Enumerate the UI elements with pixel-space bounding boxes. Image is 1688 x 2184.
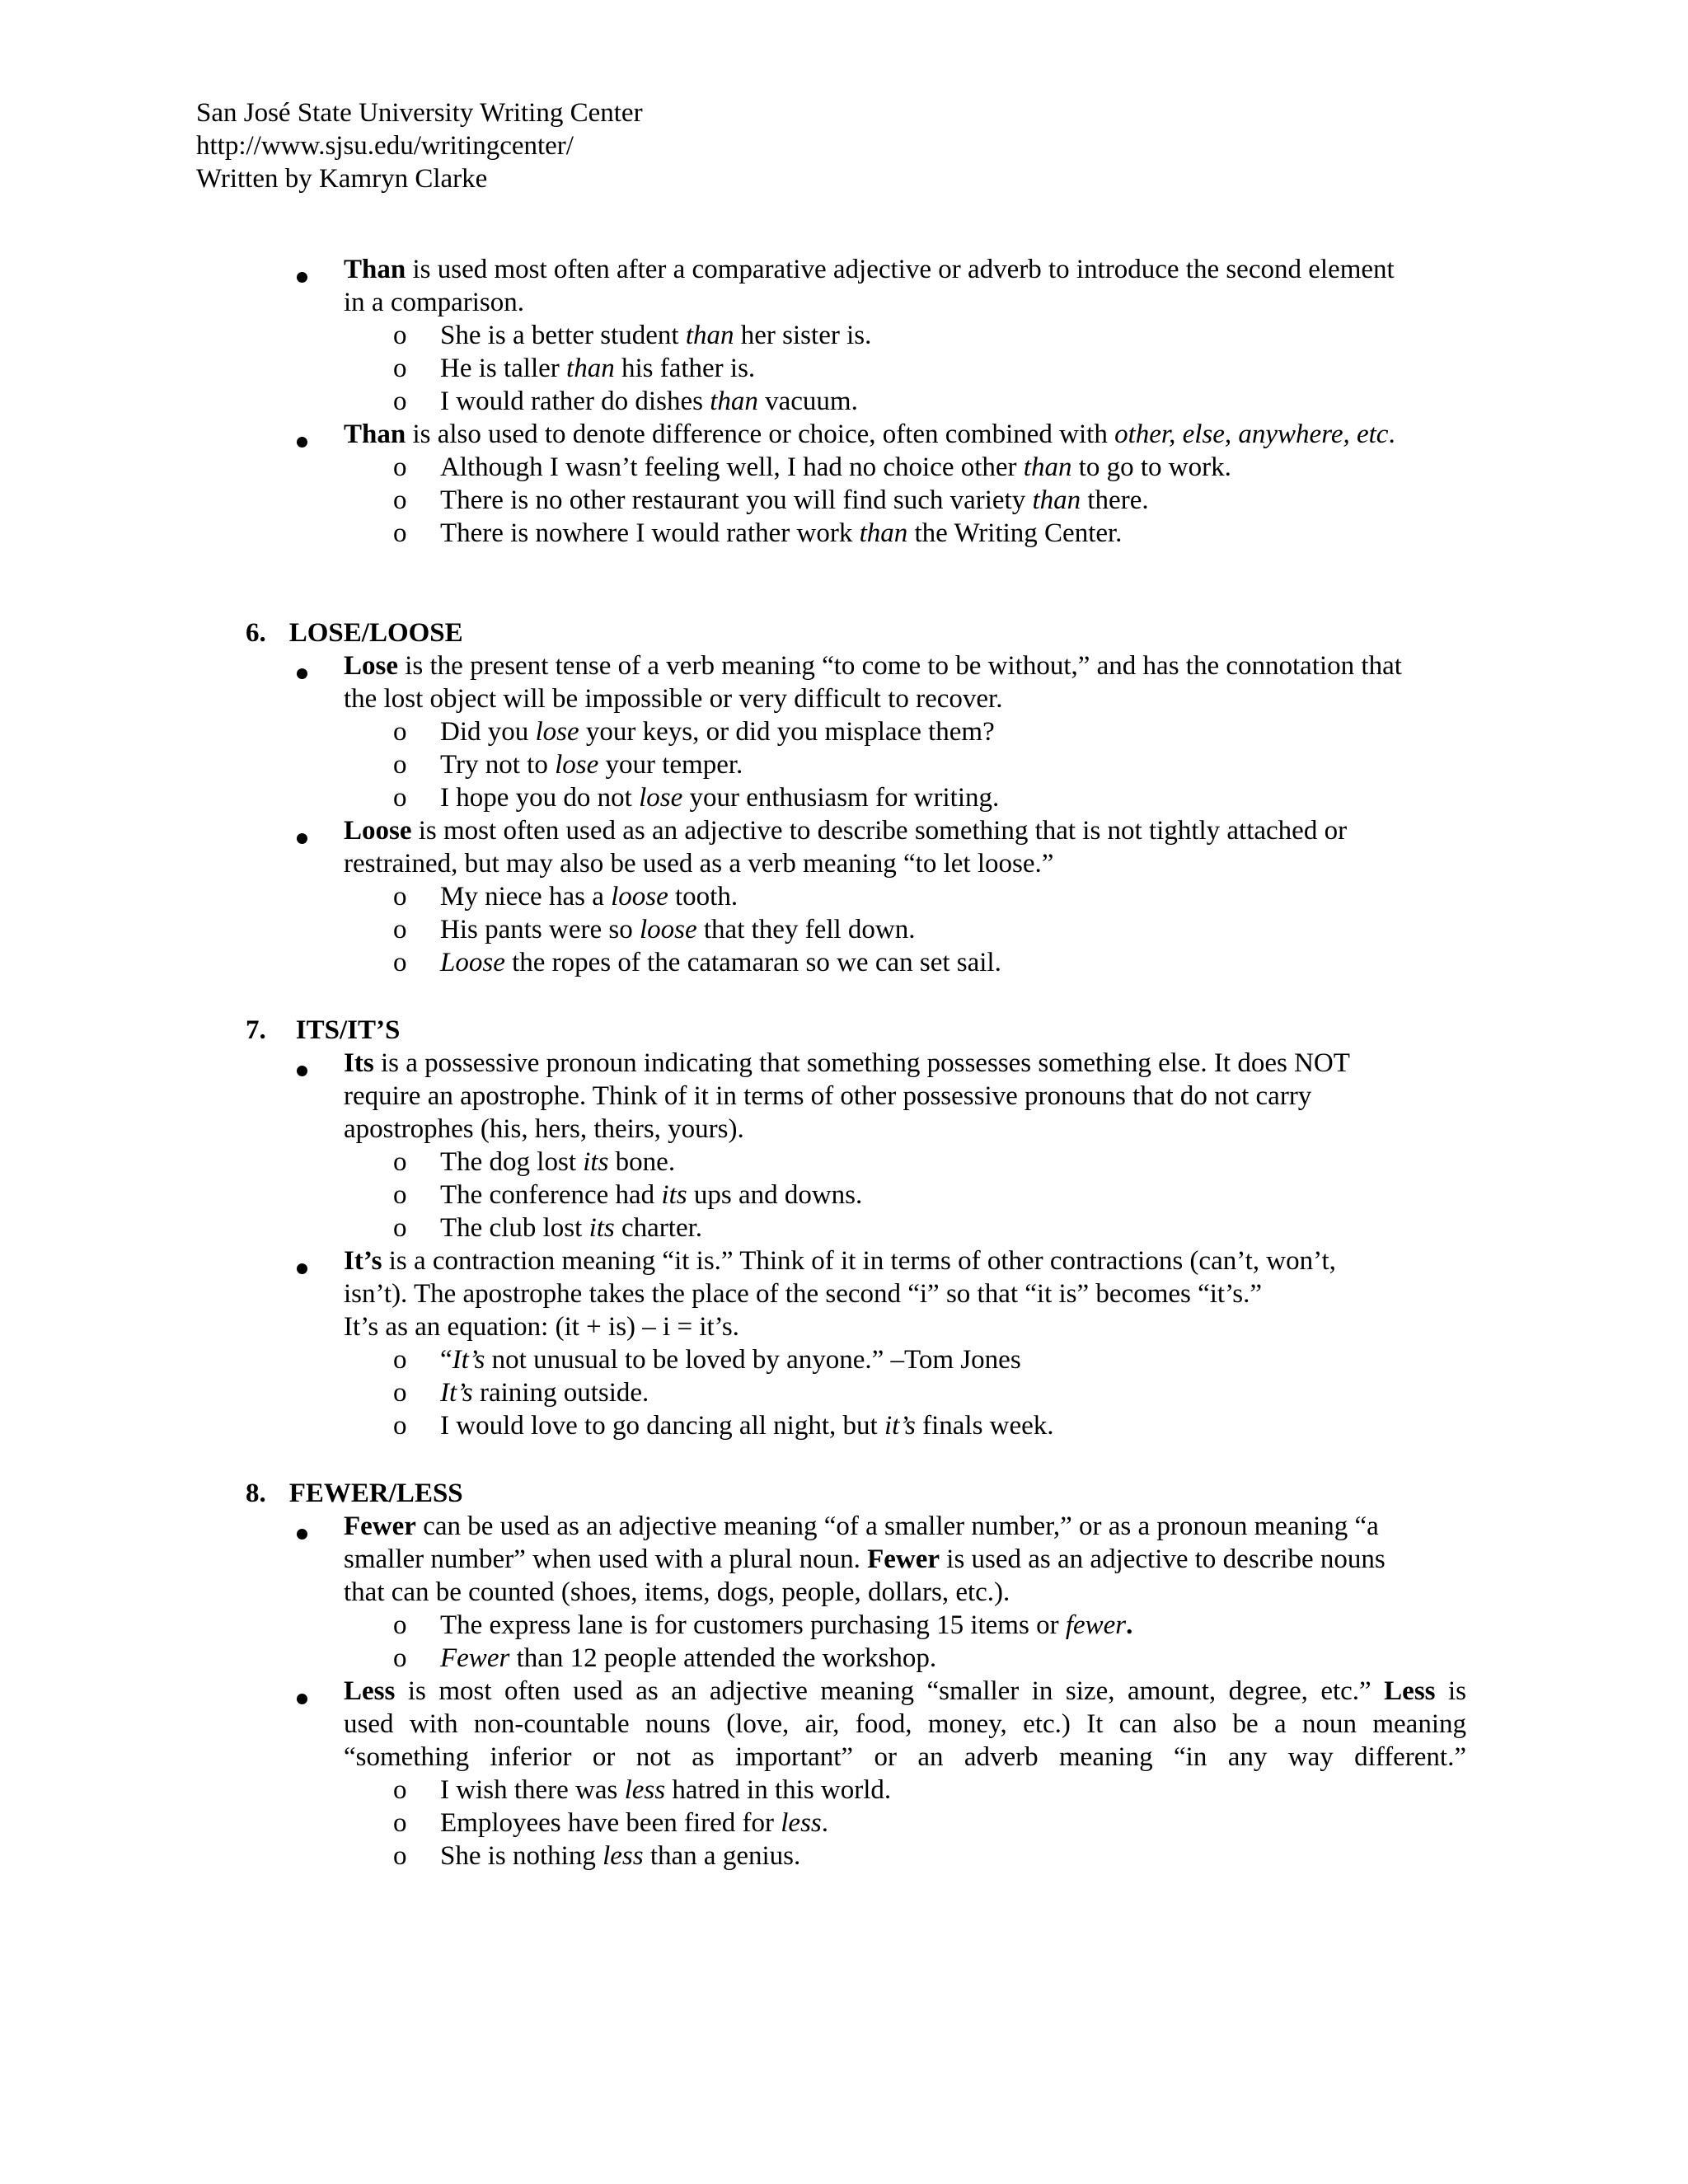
- example-sentence: His pants were so loose that they fell down.: [440, 915, 916, 944]
- sub-bullet-marker: o: [393, 1411, 407, 1441]
- sub-bullet-marker: o: [393, 1378, 407, 1408]
- header-institution: San José State University Writing Center: [196, 98, 643, 128]
- example-sentence: She is nothing less than a genius.: [440, 1841, 801, 1871]
- bullet-point: [297, 1249, 307, 1282]
- example-sentence: I wish there was less hatred in this world.: [440, 1775, 892, 1805]
- document-header: [196, 96, 643, 195]
- sub-bullet-marker: o: [393, 1180, 407, 1210]
- example-sentence: Did you lose your keys, or did you misplace them?: [440, 717, 995, 747]
- less-definition-line: Less is most often used as an adjective meaning “smaller in size, amount, degree, etc.” Less is: [344, 1676, 1466, 1706]
- bullet-dot: [297, 1066, 307, 1076]
- example-sentence: Loose the ropes of the catamaran so we can set sail.: [440, 948, 1001, 977]
- example-sentence: The dog lost its bone.: [440, 1147, 676, 1177]
- sub-bullet-marker: o: [393, 1345, 407, 1375]
- sub-bullet-marker: o: [393, 1213, 407, 1243]
- sub-bullet-marker: o: [393, 750, 407, 780]
- bullet-point: [297, 654, 307, 687]
- sub-bullet-marker: o: [393, 915, 407, 944]
- its-definition-line: require an apostrophe. Think of it in terms of other possessive pronouns that do not carry: [344, 1081, 1312, 1111]
- bullet-point: [297, 819, 307, 852]
- sub-bullet-marker: o: [393, 1841, 407, 1871]
- its-contraction-line: It’s as an equation: (it + is) – i = it’s.: [344, 1312, 739, 1342]
- definition-text: is used most often after a comparative adjective or adverb to introduce the second element: [406, 255, 1395, 284]
- sub-bullet-marker: o: [393, 717, 407, 747]
- example-sentence: Try not to lose your temper.: [440, 750, 743, 780]
- example-sentence: There is nowhere I would rather work than the Writing Center.: [440, 518, 1123, 548]
- sub-bullet-marker: o: [393, 1643, 407, 1673]
- sub-bullet-marker: o: [393, 882, 407, 912]
- less-definition-line: “something inferior or not as important” or an adverb meaning “in any way different.”: [344, 1742, 1466, 1772]
- sub-bullet-marker: o: [393, 354, 407, 383]
- sub-bullet-marker: o: [393, 452, 407, 482]
- its-definition-line: apostrophes (his, hers, theirs, yours).: [344, 1114, 744, 1144]
- its-definition-line: Its is a possessive pronoun indicating that something possesses something else. It does NOT: [344, 1048, 1350, 1078]
- example-sentence: She is a better student than her sister is.: [440, 321, 872, 350]
- example-sentence: It’s raining outside.: [440, 1378, 649, 1408]
- header-url: http://www.sjsu.edu/writingcenter/: [196, 131, 574, 161]
- sub-bullet-marker: o: [393, 1808, 407, 1838]
- than-definition-line: [344, 253, 1395, 286]
- bullet-point: [297, 1680, 307, 1713]
- bullet-dot: [297, 272, 307, 283]
- bullet-point: [297, 1515, 307, 1548]
- sub-bullet-marker: o: [393, 485, 407, 515]
- lose-definition-line: the lost object will be impossible or very difficult to recover.: [344, 684, 1003, 714]
- sub-bullet-marker: o: [393, 783, 407, 813]
- example-sentence: I would rather do dishes than vacuum.: [440, 387, 858, 416]
- sub-bullet-marker: o: [393, 948, 407, 977]
- fewer-definition-line: Fewer can be used as an adjective meaning “of a smaller number,” or as a pronoun meaning “a: [344, 1511, 1379, 1541]
- bullet-dot: [297, 668, 307, 679]
- example-sentence: I hope you do not lose your enthusiasm for writing.: [440, 783, 1000, 813]
- example-sentence: He is taller than his father is.: [440, 354, 756, 383]
- example-sentence: I would love to go dancing all night, but it’s finals week.: [440, 1411, 1054, 1441]
- example-sentence: My niece has a loose tooth.: [440, 882, 738, 912]
- example-sentence: There is no other restaurant you will find such variety than there.: [440, 485, 1149, 515]
- section-heading-8: 8. FEWER/LESS: [246, 1479, 463, 1508]
- term-than: Than: [344, 255, 406, 284]
- sub-bullet-marker: o: [393, 1610, 407, 1640]
- loose-definition-line: Loose is most often used as an adjective to describe something that is not tightly attached or: [344, 816, 1348, 846]
- its-contraction-line: isn’t). The apostrophe takes the place of the second “i” so that “it is” becomes “it’s.”: [344, 1279, 1263, 1309]
- loose-definition-line: restrained, but may also be used as a verb meaning “to let loose.”: [344, 849, 1054, 879]
- header-author: Written by Kamryn Clarke: [196, 164, 488, 194]
- sub-bullet-marker: o: [393, 387, 407, 416]
- section-heading-7: 7. ITS/IT’S: [246, 1015, 401, 1045]
- sub-bullet-marker: o: [393, 1147, 407, 1177]
- example-sentence: Although I wasn’t feeling well, I had no choice other than to go to work.: [440, 452, 1231, 482]
- bullet-point: [297, 1052, 307, 1085]
- section-heading-6: 6. LOSE/LOOSE: [246, 618, 463, 648]
- than-definition-line: Than is also used to denote difference or choice, often combined with other, else, anywhere, etc.: [344, 419, 1395, 449]
- sub-bullet-marker: o: [393, 1775, 407, 1805]
- than-definition-line: in a comparison.: [344, 288, 525, 317]
- bullet-dot: [297, 833, 307, 844]
- example-sentence: “It’s not unusual to be loved by anyone.” –Tom Jones: [440, 1345, 1021, 1375]
- sub-bullet-marker: o: [393, 321, 407, 350]
- example-sentence: The club lost its charter.: [440, 1213, 703, 1243]
- example-sentence: The conference had its ups and downs.: [440, 1180, 863, 1210]
- example-sentence: The express lane is for customers purchasing 15 items or fewer.: [440, 1610, 1133, 1640]
- bullet-dot: [297, 1694, 307, 1704]
- bullet-dot: [297, 1263, 307, 1274]
- bullet-dot: [297, 1529, 307, 1540]
- example-sentence: Fewer than 12 people attended the workshop.: [440, 1643, 937, 1673]
- its-contraction-line: It’s is a contraction meaning “it is.” Think of it in terms of other contractions (can’t, won’t,: [344, 1246, 1336, 1276]
- bullet-dot: [297, 437, 307, 448]
- lose-definition-line: Lose is the present tense of a verb meaning “to come to be without,” and has the connotation that: [344, 651, 1402, 681]
- bullet-point: [297, 258, 307, 291]
- less-definition-line: used with non-countable nouns (love, air, food, money, etc.) It can also be a noun meaning: [344, 1709, 1466, 1739]
- example-sentence: Employees have been fired for less.: [440, 1808, 828, 1838]
- sub-bullet-marker: o: [393, 518, 407, 548]
- bullet-point: [297, 423, 307, 456]
- fewer-definition-line: smaller number” when used with a plural noun. Fewer is used as an adjective to describe nouns: [344, 1544, 1386, 1574]
- fewer-definition-line: that can be counted (shoes, items, dogs, people, dollars, etc.).: [344, 1577, 1010, 1607]
